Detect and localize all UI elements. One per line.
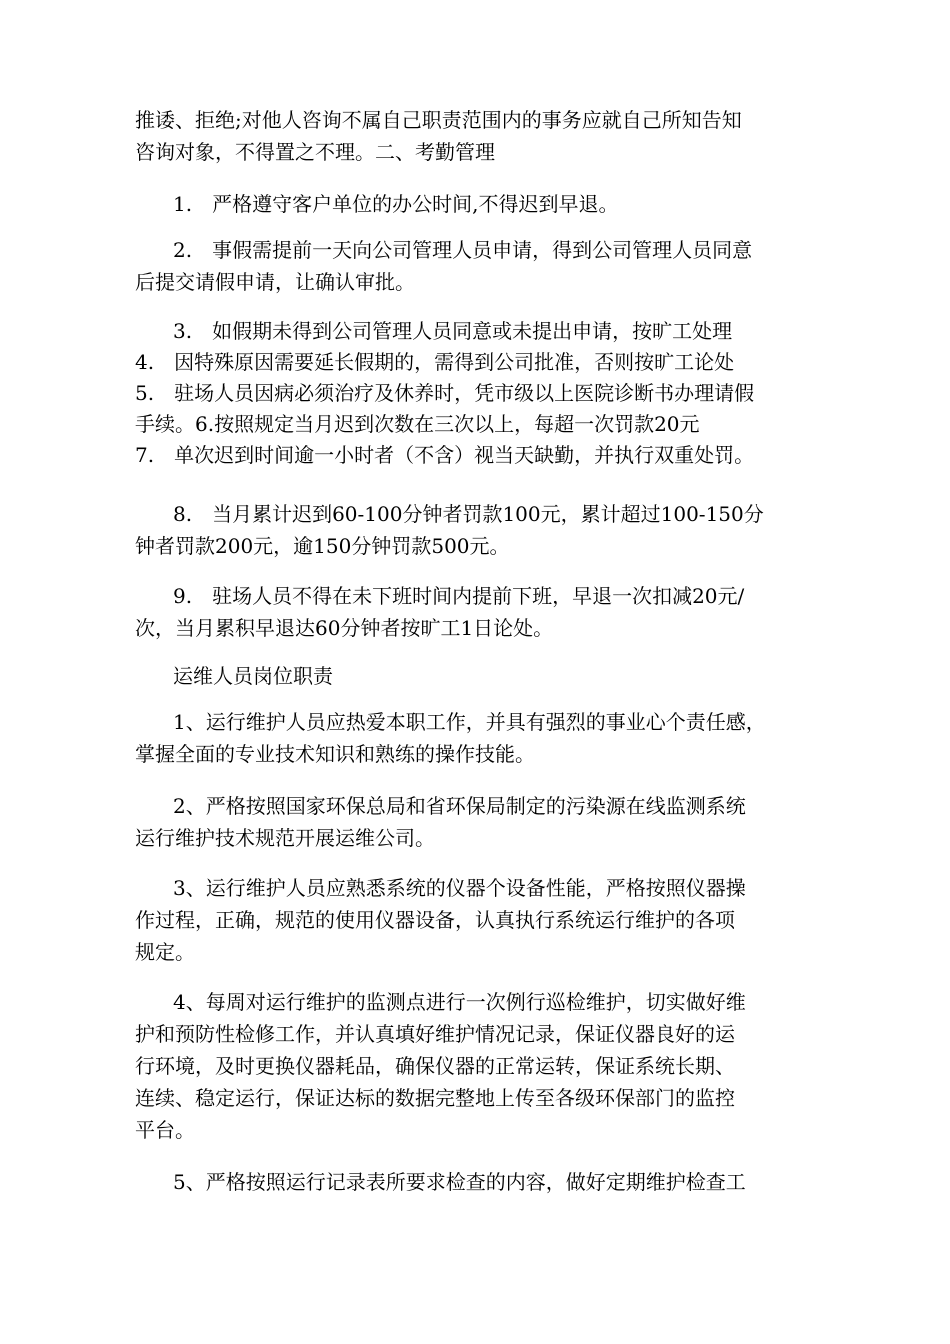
paragraph-intro — [135, 104, 742, 168]
text-line: 5. 驻场人员因病必须治疗及休养时，凭市级以上医院诊断书办理请假 — [135, 381, 755, 405]
text-line: 2. 事假需提前一天向公司管理人员申请，得到公司管理人员同意 — [173, 238, 753, 262]
text-line: 行环境，及时更换仪器耗品，确保仪器的正常运转，保证系统长期、 — [135, 1054, 735, 1078]
paragraph-item-9 — [135, 580, 744, 644]
text-line: 推诿、拒绝;对他人咨询不属自己职责范围内的事务应就自己所知告知 — [135, 108, 742, 132]
paragraph-duty-2 — [135, 790, 746, 854]
text-line: 平台。 — [135, 1118, 195, 1142]
text-line: 8. 当月累计迟到60-100分钟者罚款100元，累计超过100-150分 — [173, 502, 764, 526]
paragraph-item-8 — [135, 498, 764, 562]
text-line: 5、严格按照运行记录表所要求检查的内容，做好定期维护检查工 — [173, 1170, 746, 1194]
text-line: 次，当月累积早退达60分钟者按旷工1日论处。 — [135, 616, 554, 640]
text-line: 4、每周对运行维护的监测点进行一次例行巡检维护，切实做好维 — [173, 990, 746, 1014]
heading-text: 运维人员岗位职责 — [173, 664, 333, 688]
text-line: 7. 单次迟到时间逾一小时者（不含）视当天缺勤，并执行双重处罚。 — [135, 443, 755, 467]
text-line: 规定。 — [135, 940, 195, 964]
text-line: 1. 严格遵守客户单位的办公时间,不得迟到早退。 — [173, 192, 619, 216]
paragraph-duty-3 — [135, 872, 746, 968]
text-line: 9. 驻场人员不得在未下班时间内提前下班，早退一次扣减20元/ — [173, 584, 745, 608]
paragraph-duty-1 — [135, 706, 766, 770]
text-line: 运行维护技术规范开展运维公司。 — [135, 826, 435, 850]
text-line: 连续、稳定运行，保证达标的数据完整地上传至各级环保部门的监控 — [135, 1086, 735, 1110]
paragraph-duty-5 — [135, 1166, 746, 1198]
text-line: 护和预防性检修工作，并认真填好维护情况记录，保证仪器良好的运 — [135, 1022, 735, 1046]
paragraph-duty-4 — [135, 986, 746, 1146]
text-line: 3、运行维护人员应熟悉系统的仪器个设备性能，严格按照仪器操 — [173, 876, 746, 900]
text-line: 2、严格按照国家环保总局和省环保局制定的污染源在线监测系统 — [173, 794, 746, 818]
text-line: 4. 因特殊原因需要延长假期的，需得到公司批准，否则按旷工论处 — [135, 350, 735, 374]
text-line: 手续。6.按照规定当月迟到次数在三次以上，每超一次罚款20元 — [135, 412, 700, 436]
paragraph-item-1 — [173, 188, 618, 220]
section-heading — [173, 660, 333, 692]
paragraph-item-2 — [135, 234, 752, 298]
text-line: 钟者罚款200元，逾150分钟罚款500元。 — [135, 534, 510, 558]
text-line: 咨询对象，不得置之不理。二、考勤管理 — [135, 140, 495, 164]
paragraph-items-3-7 — [135, 316, 754, 471]
text-line: 作过程，正确，规范的使用仪器设备，认真执行系统运行维护的各项 — [135, 908, 735, 932]
text-line: 3. 如假期未得到公司管理人员同意或未提出申请，按旷工处理 — [173, 319, 733, 343]
text-line: 掌握全面的专业技术知识和熟练的操作技能。 — [135, 742, 535, 766]
text-line: 后提交请假申请，让确认审批。 — [135, 270, 415, 294]
text-line: 1、运行维护人员应热爱本职工作，并具有强烈的事业心个责任感， — [173, 710, 766, 734]
